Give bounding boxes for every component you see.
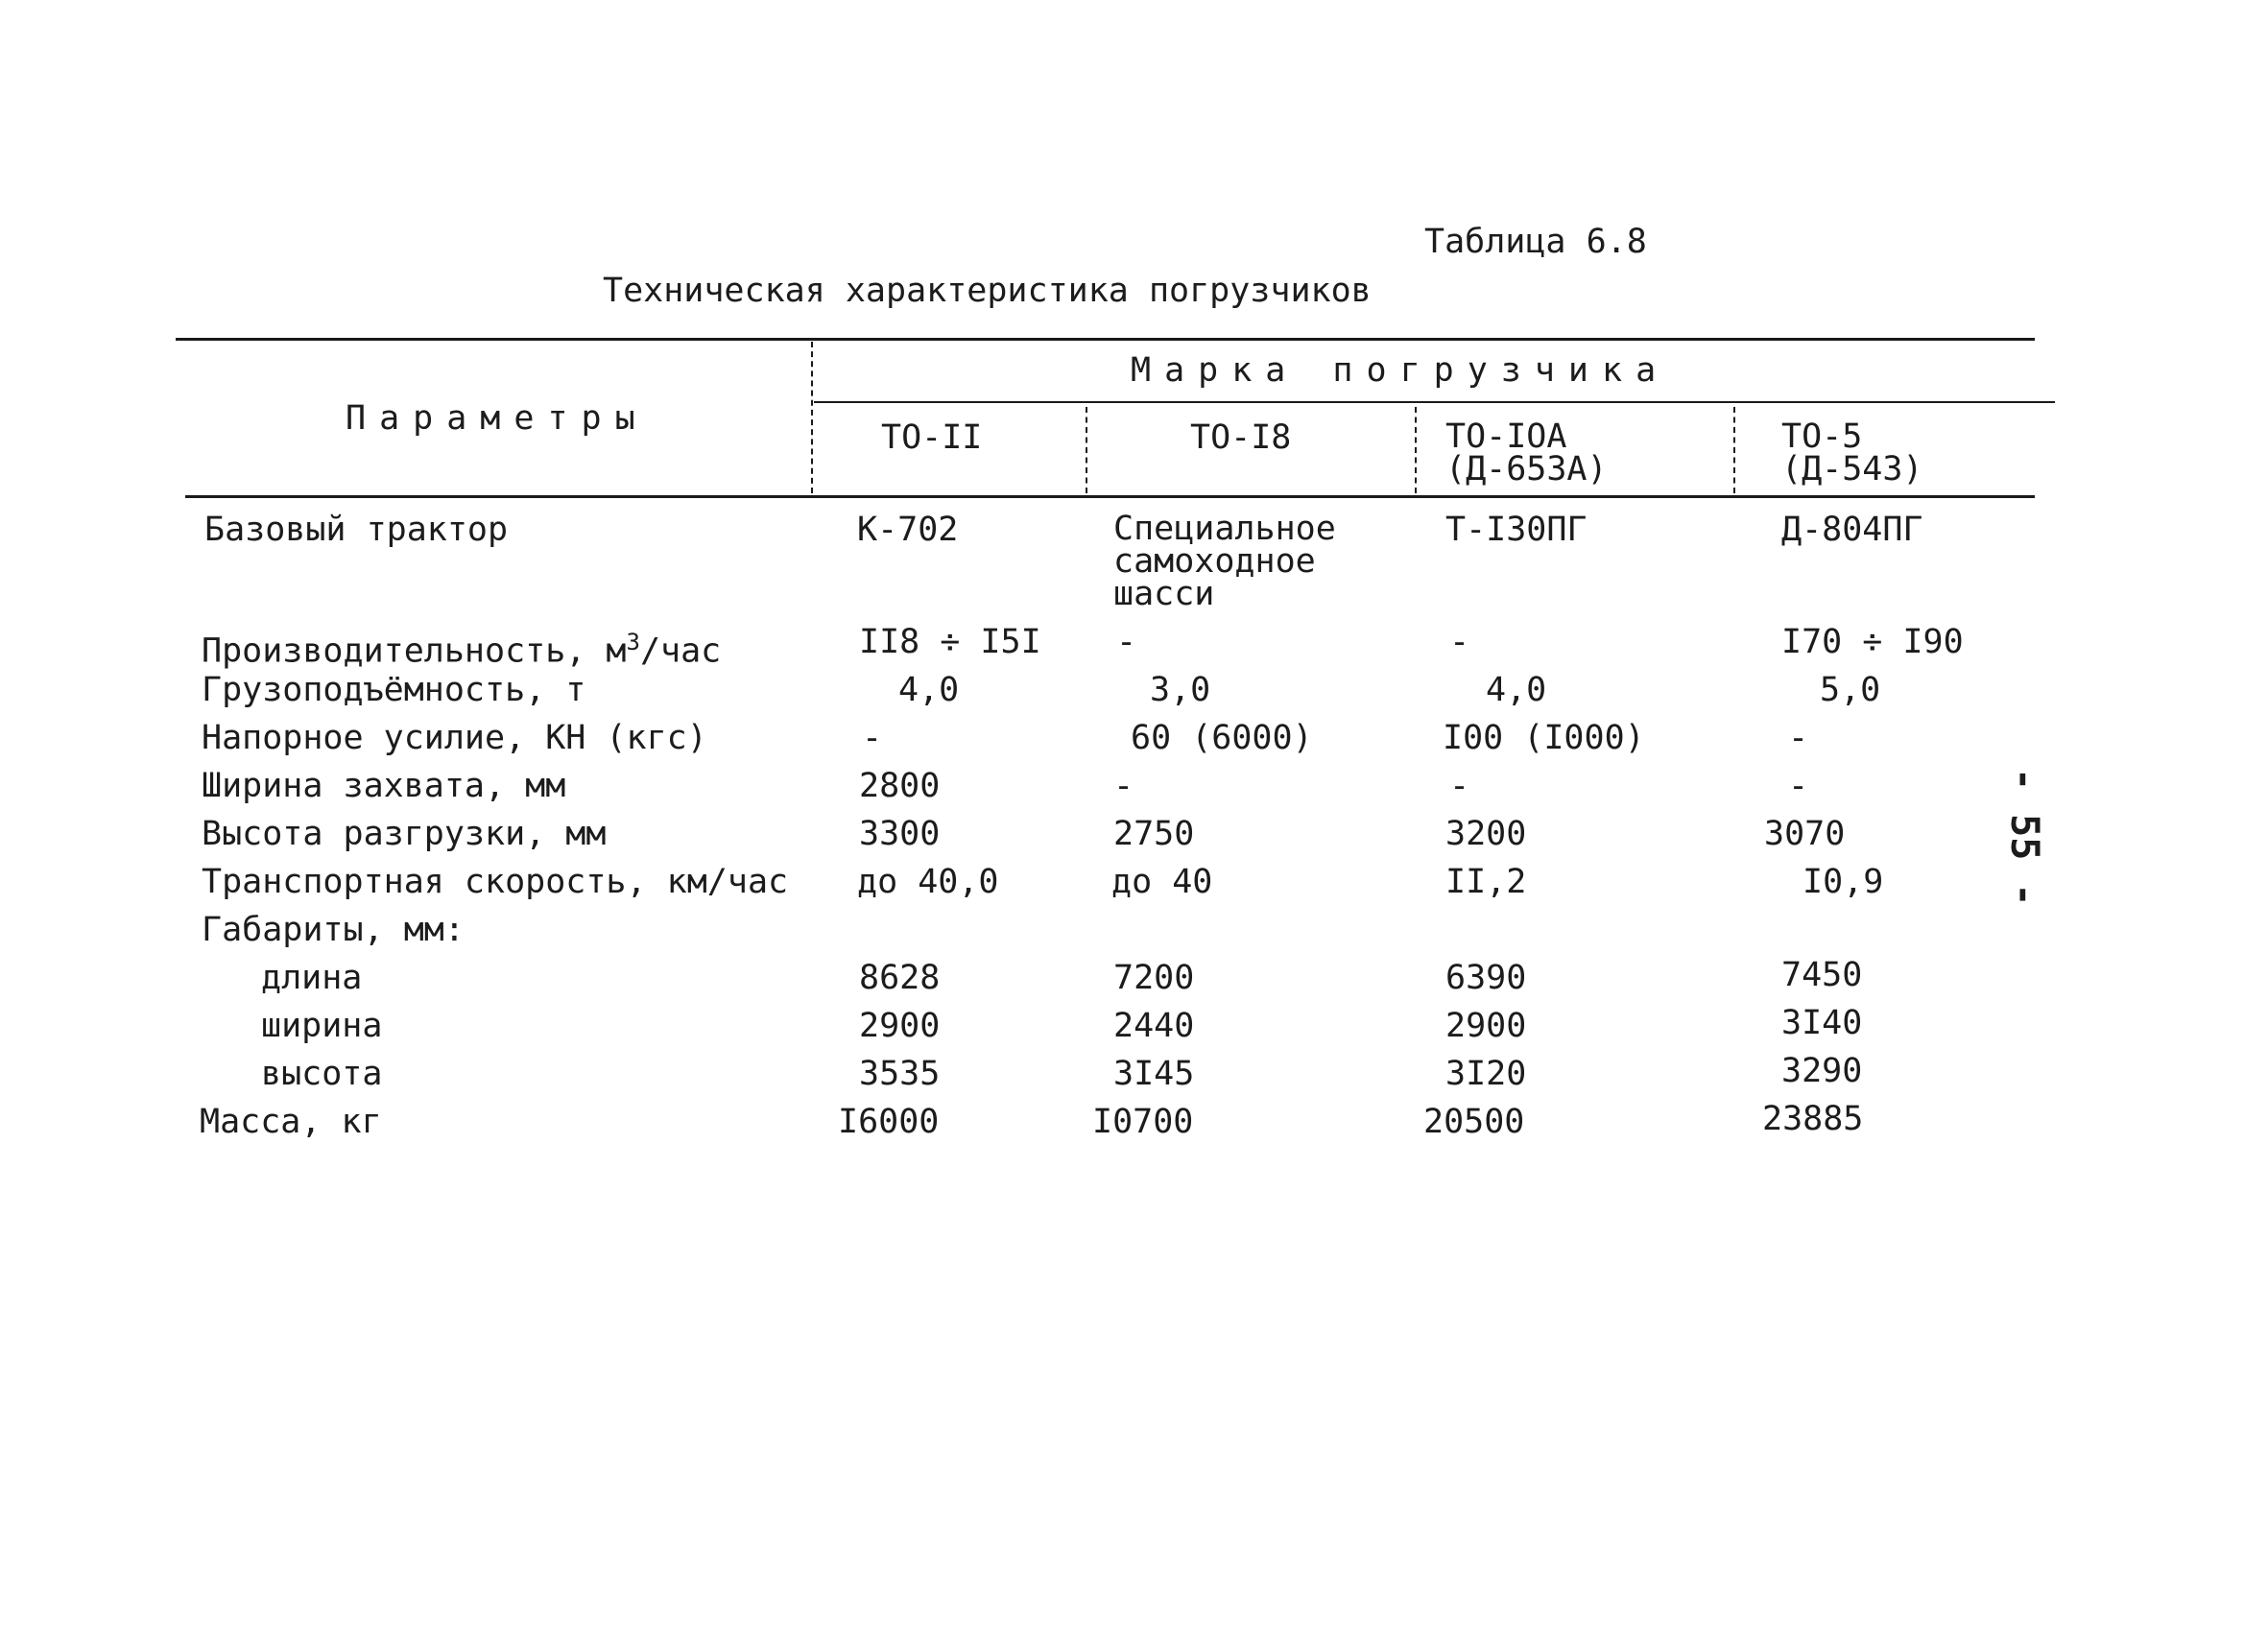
- model-header-4-line1: ТО-5: [1781, 417, 1863, 456]
- chassis-line-1: Специальное: [1113, 510, 1336, 548]
- cell-width-4: 3I40: [1781, 1004, 1863, 1042]
- cell-mass-4: 23885: [1762, 1100, 1864, 1138]
- row-label-width: ширина: [261, 1007, 383, 1045]
- cell-capacity-2: 3,0: [1150, 671, 1211, 709]
- cell-thrust-3: I00 (I000): [1443, 719, 1645, 757]
- row-label-dimensions: Габариты, мм:: [202, 911, 465, 949]
- model-header-4-line2: (Д-543): [1781, 450, 1923, 488]
- cell-transport-speed-4: I0,9: [1802, 863, 1884, 901]
- model-divider-1: [1086, 407, 1087, 493]
- cell-thrust-1: -: [862, 719, 883, 757]
- row-label-grip-width: Ширина захвата, мм: [202, 767, 566, 805]
- cell-thrust-2: 60 (6000): [1131, 719, 1313, 757]
- cell-transport-speed-1: до 40,0: [857, 863, 999, 901]
- cell-width-1: 2900: [859, 1007, 941, 1045]
- page-number: - 55 -: [2002, 768, 2046, 907]
- cell-width-2: 2440: [1113, 1007, 1195, 1045]
- cell-width-3: 2900: [1445, 1007, 1527, 1045]
- group-header-rule: [814, 401, 2055, 403]
- cell-height-3: 3I20: [1445, 1055, 1527, 1093]
- cell-mass-3: 20500: [1423, 1103, 1525, 1141]
- cell-thrust-4: -: [1788, 719, 1809, 757]
- cell-grip-width-3: -: [1449, 767, 1470, 805]
- row-label-mass: Масса, кг: [200, 1103, 382, 1141]
- cell-grip-width-4: -: [1788, 767, 1809, 805]
- cell-base-tractor-2: [1113, 510, 1336, 613]
- cell-height-4: 3290: [1781, 1052, 1863, 1090]
- cell-mass-1: I6000: [838, 1103, 940, 1141]
- row-label-base-tractor: Базовый трактор: [204, 511, 509, 549]
- cell-productivity-4: I70 ÷ I90: [1781, 623, 1964, 661]
- cell-transport-speed-3: II,2: [1445, 863, 1527, 901]
- cell-length-1: 8628: [859, 959, 941, 997]
- cell-grip-width-1: 2800: [859, 767, 941, 805]
- productivity-label-tail: /час: [639, 631, 722, 671]
- row-label-thrust: Напорное усилие, КН (кгс): [202, 719, 707, 757]
- model-header-3-line1: ТО-IОА: [1445, 417, 1567, 456]
- row-label-height: высота: [261, 1055, 383, 1093]
- table-top-rule: [176, 338, 2035, 341]
- model-divider-2: [1415, 407, 1417, 493]
- chassis-line-2: самоходное: [1113, 542, 1316, 581]
- cell-capacity-4: 5,0: [1820, 671, 1881, 709]
- cell-productivity-3: -: [1449, 623, 1470, 661]
- model-header-2: ТО-I8: [1190, 418, 1292, 457]
- model-header-3-line2: (Д-653А): [1445, 450, 1608, 488]
- cell-height-1: 3535: [859, 1055, 941, 1093]
- cell-length-2: 7200: [1113, 959, 1195, 997]
- cell-unload-height-3: 3200: [1445, 815, 1527, 853]
- cell-mass-2: I0700: [1092, 1103, 1194, 1141]
- productivity-label-text: Производительность, м: [202, 631, 627, 671]
- cell-length-4: 7450: [1781, 956, 1863, 994]
- productivity-label-sup: 3: [626, 629, 640, 655]
- chassis-line-3: шасси: [1113, 575, 1215, 613]
- param-column-divider: [811, 342, 813, 493]
- header-bottom-rule: [185, 495, 2035, 498]
- cell-productivity-1: II8 ÷ I5I: [859, 623, 1041, 661]
- cell-unload-height-1: 3300: [859, 815, 941, 853]
- row-label-unload-height: Высота разгрузки, мм: [202, 815, 607, 853]
- header-parameters: Параметры: [346, 399, 649, 438]
- model-divider-3: [1733, 407, 1735, 493]
- cell-unload-height-4: 3070: [1764, 815, 1846, 853]
- cell-productivity-2: -: [1116, 623, 1137, 661]
- model-header-1: ТО-II: [881, 418, 983, 457]
- row-label-productivity: [202, 625, 721, 669]
- cell-transport-speed-2: до 40: [1111, 863, 1213, 901]
- cell-base-tractor-3: Т-I30ПГ: [1445, 511, 1588, 549]
- model-header-3: [1445, 417, 1608, 488]
- row-label-length: длина: [261, 959, 363, 997]
- row-label-transport-speed: Транспортная скорость, км/час: [202, 863, 789, 901]
- cell-grip-width-2: -: [1113, 767, 1134, 805]
- table-title: Техническая характеристика погрузчиков: [603, 272, 1372, 310]
- cell-capacity-1: 4,0: [898, 671, 960, 709]
- cell-length-3: 6390: [1445, 959, 1527, 997]
- header-loader-brand: Марка погрузчика: [1131, 351, 1670, 390]
- table-number: Таблица 6.8: [1424, 223, 1647, 261]
- cell-height-2: 3I45: [1113, 1055, 1195, 1093]
- cell-capacity-3: 4,0: [1486, 671, 1547, 709]
- cell-base-tractor-4: Д-804ПГ: [1781, 511, 1923, 549]
- cell-unload-height-2: 2750: [1113, 815, 1195, 853]
- row-label-capacity: Грузоподъёмность, т: [202, 671, 586, 709]
- model-header-4: [1781, 417, 1923, 488]
- cell-base-tractor-1: К-702: [857, 511, 959, 549]
